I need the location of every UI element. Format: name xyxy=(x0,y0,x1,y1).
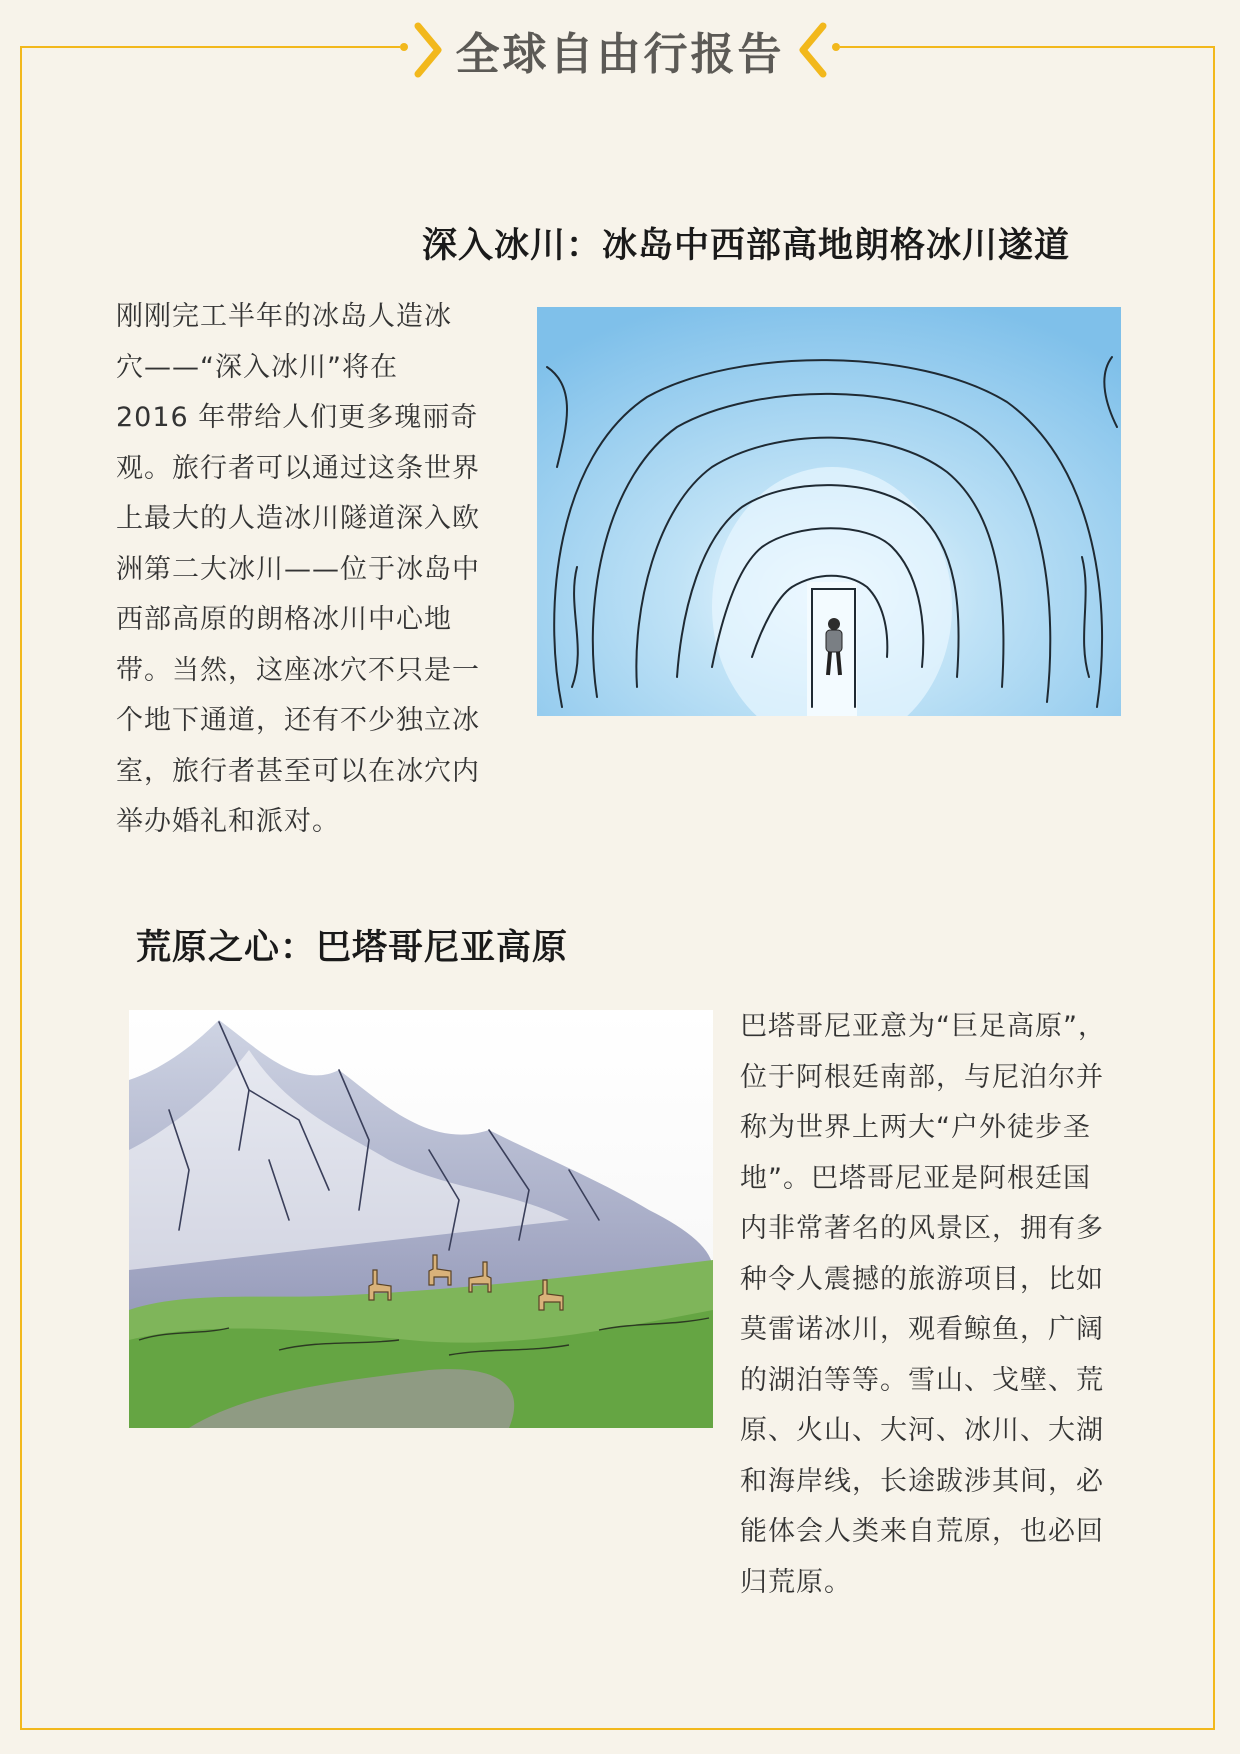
body-line: 和海岸线，长途跋涉其间，必 xyxy=(740,1465,1104,1497)
body-line: 观。旅行者可以通过这条世界 xyxy=(116,452,480,484)
body-line: 的湖泊等等。雪山、戈壁、荒 xyxy=(740,1364,1104,1396)
body-line: 内非常著名的风景区，拥有多 xyxy=(740,1213,1104,1244)
header-left-dot xyxy=(400,43,408,51)
body-line: 上最大的人造冰川隧道深入欧 xyxy=(116,503,480,534)
chevron-left-icon xyxy=(795,20,829,80)
body-line: 原、火山、大河、冰川、大湖 xyxy=(740,1415,1104,1446)
body-line: 个地下通道，还有不少独立冰 xyxy=(116,705,480,736)
body-line: 巴塔哥尼亚意为“巨足高原”， xyxy=(740,1011,1106,1042)
page-title: 全球自由行报告 xyxy=(455,29,785,80)
ice-tunnel-illustration xyxy=(537,307,1121,716)
body-line: 西部高原的朗格冰川中心地 xyxy=(116,604,452,635)
page-header xyxy=(400,0,840,100)
body-line: 穴——“深入冰川”将在 xyxy=(116,351,398,383)
chevron-right-icon xyxy=(412,20,446,80)
section-title-glacier: 深入冰川：冰岛中西部高地朗格冰川遂道 xyxy=(422,226,1071,266)
body-line: 莫雷诺冰川，观看鲸鱼，广阔 xyxy=(740,1314,1104,1345)
header-right-dot xyxy=(832,43,840,51)
body-line: 称为世界上两大“户外徒步圣 xyxy=(740,1112,1091,1143)
section-body-patagonia xyxy=(740,1002,1106,1608)
body-line: 地”。巴塔哥尼亚是阿根廷国 xyxy=(740,1162,1091,1194)
body-line: 带。当然，这座冰穴不只是一 xyxy=(116,654,480,686)
body-line: 归荒原。 xyxy=(740,1566,852,1598)
body-line: 能体会人类来自荒原，也必回 xyxy=(740,1516,1104,1547)
body-line: 2016 年带给人们更多瑰丽奇 xyxy=(116,402,479,433)
body-line: 种令人震撼的旅游项目，比如 xyxy=(740,1263,1104,1295)
section-body-glacier xyxy=(116,292,480,848)
body-line: 室，旅行者甚至可以在冰穴内 xyxy=(116,755,480,787)
body-line: 举办婚礼和派对。 xyxy=(116,806,340,837)
patagonia-mountain-illustration xyxy=(129,1010,713,1428)
body-line: 位于阿根廷南部，与尼泊尔并 xyxy=(740,1061,1104,1093)
section-title-patagonia: 荒原之心：巴塔哥尼亚高原 xyxy=(136,928,569,968)
body-line: 刚刚完工半年的冰岛人造冰 xyxy=(116,301,452,332)
body-line: 洲第二大冰川——位于冰岛中 xyxy=(116,553,480,585)
